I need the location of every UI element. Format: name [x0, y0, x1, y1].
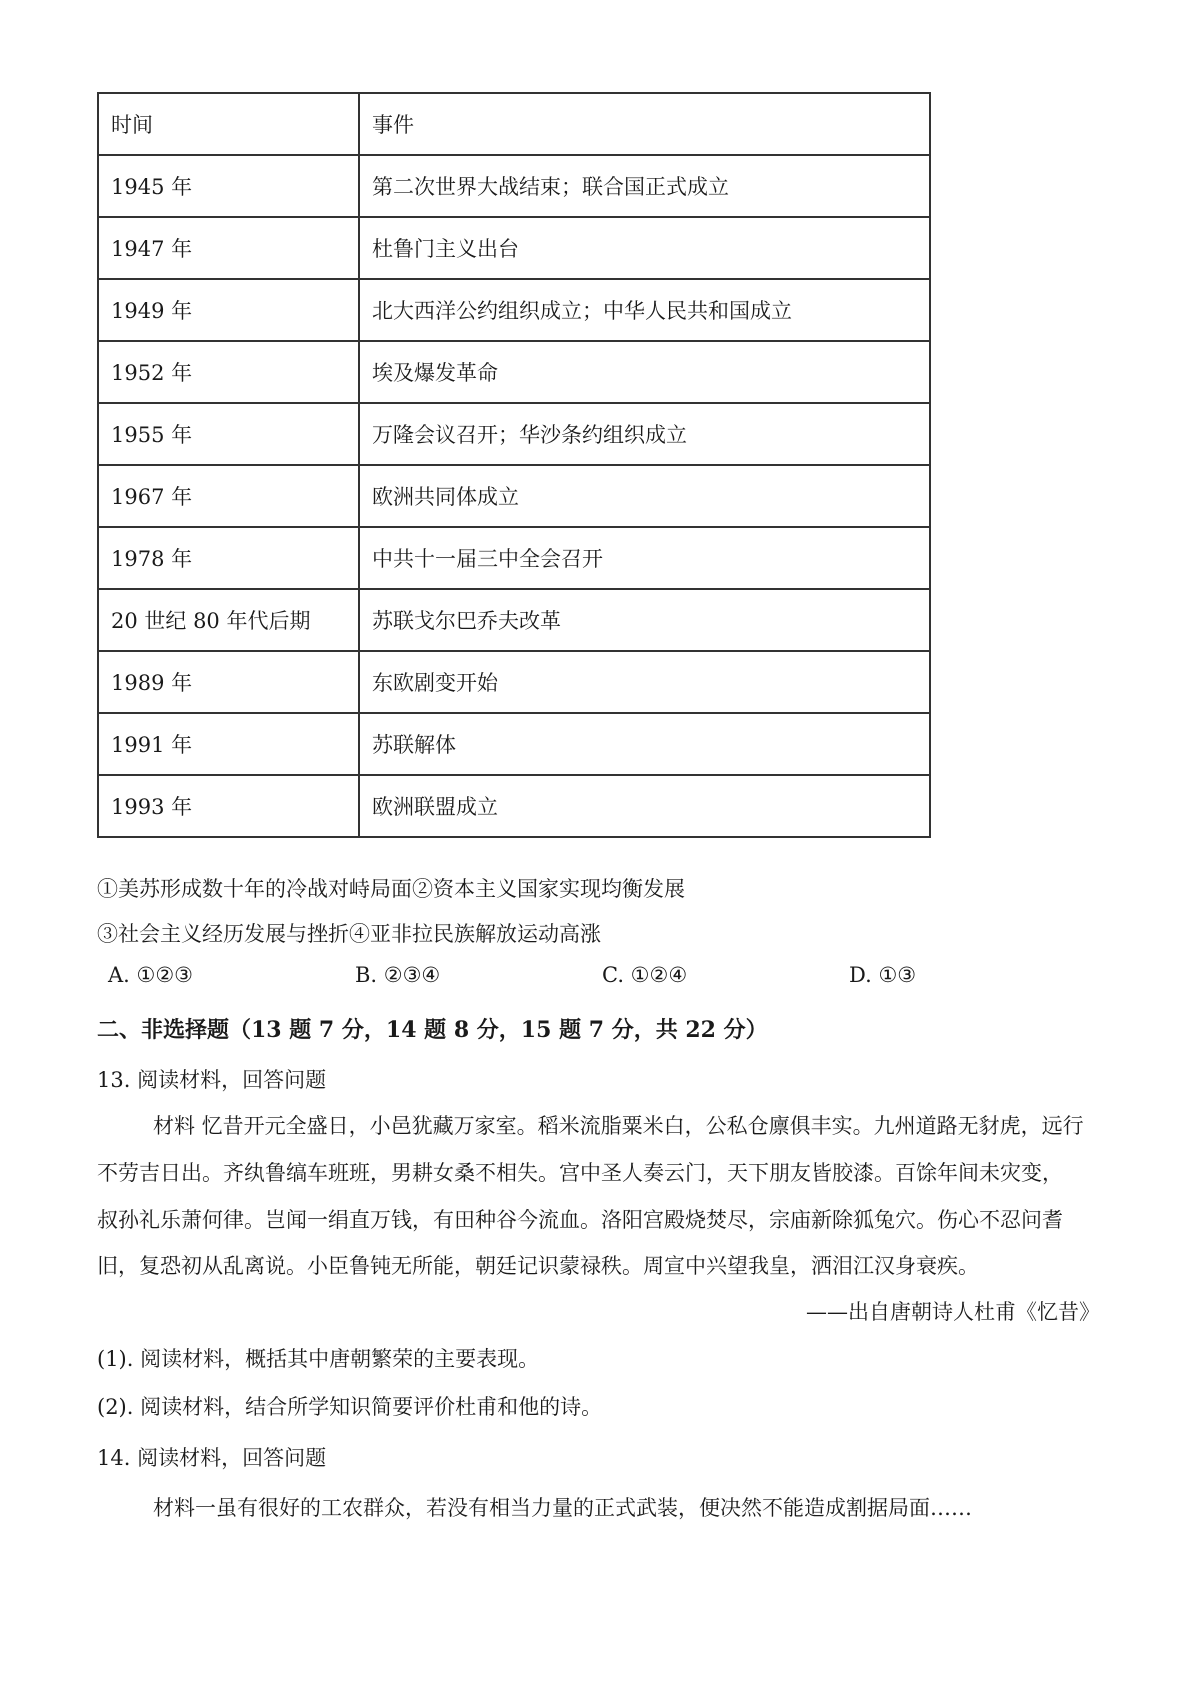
q12-option-d[interactable]: D. ①③ — [849, 963, 917, 987]
history-timeline-table — [97, 92, 931, 838]
table-row — [98, 217, 930, 279]
row-time: 1993 年 — [98, 775, 359, 837]
row-time: 1947 年 — [98, 217, 359, 279]
row-time: 1945 年 — [98, 155, 359, 217]
q13-sub-question-2: (2). 阅读材料，结合所学知识简要评价杜甫和他的诗。 — [97, 1395, 603, 1419]
table-row — [98, 527, 930, 589]
q13-material-line: 叔孙礼乐萧何律。岂闻一绢直万钱，有田种谷今流血。洛阳宫殿烧焚尽，宗庙新除狐兔穴。伤心不忍问耆 — [97, 1208, 1063, 1232]
row-event: 北大西洋公约组织成立；中华人民共和国成立 — [359, 279, 930, 341]
header-time: 时间 — [98, 93, 359, 155]
row-event: 欧洲联盟成立 — [359, 775, 930, 837]
q12-option-c[interactable]: C. ①②④ — [602, 963, 688, 987]
row-time: 1991 年 — [98, 713, 359, 775]
table-row — [98, 651, 930, 713]
section-2-title: 二、非选择题（13 题 7 分，14 题 8 分，15 题 7 分，共 22 分） — [97, 1017, 768, 1043]
table-row — [98, 341, 930, 403]
table-row — [98, 775, 930, 837]
row-time: 1949 年 — [98, 279, 359, 341]
q14-heading: 14. 阅读材料，回答问题 — [97, 1446, 327, 1470]
row-time: 1952 年 — [98, 341, 359, 403]
row-time: 1967 年 — [98, 465, 359, 527]
q13-material-line: 旧，复恐初从乱离说。小臣鲁钝无所能，朝廷记识蒙禄秩。周宣中兴望我皇，洒泪江汉身衰疾。 — [97, 1254, 979, 1278]
row-event: 中共十一届三中全会召开 — [359, 527, 930, 589]
row-event: 第二次世界大战结束；联合国正式成立 — [359, 155, 930, 217]
q13-material-line: 不劳吉日出。齐纨鲁缟车班班，男耕女桑不相失。宫中圣人奏云门，天下朋友皆胶漆。百馀年间未灾变， — [97, 1161, 1063, 1185]
header-event: 事件 — [359, 93, 930, 155]
q12-option-b[interactable]: B. ②③④ — [355, 963, 441, 987]
row-event: 苏联解体 — [359, 713, 930, 775]
q12-option-a[interactable]: A. ①②③ — [108, 963, 193, 987]
table-row — [98, 589, 930, 651]
row-event: 万隆会议召开；华沙条约组织成立 — [359, 403, 930, 465]
q13-heading: 13. 阅读材料，回答问题 — [97, 1068, 327, 1092]
q14-material-1: 材料一虽有很好的工农群众，若没有相当力量的正式武装，便决然不能造成割据局面…… — [153, 1496, 972, 1520]
table-row — [98, 465, 930, 527]
table-row — [98, 155, 930, 217]
row-event: 杜鲁门主义出台 — [359, 217, 930, 279]
row-time: 1955 年 — [98, 403, 359, 465]
row-event: 东欧剧变开始 — [359, 651, 930, 713]
q13-sub-question-1: (1). 阅读材料，概括其中唐朝繁荣的主要表现。 — [97, 1347, 540, 1371]
table-row — [98, 713, 930, 775]
table-header-row — [98, 93, 930, 155]
table-row — [98, 279, 930, 341]
q12-statements-line-2: ③社会主义经历发展与挫折④亚非拉民族解放运动高涨 — [97, 922, 601, 946]
row-time: 1978 年 — [98, 527, 359, 589]
table-row — [98, 403, 930, 465]
row-event: 苏联戈尔巴乔夫改革 — [359, 589, 930, 651]
q13-material-line: 材料 忆昔开元全盛日，小邑犹藏万家室。稻米流脂粟米白，公私仓廪俱丰实。九州道路无豺虎，远行 — [153, 1114, 1084, 1138]
row-event: 埃及爆发革命 — [359, 341, 930, 403]
row-time: 20 世纪 80 年代后期 — [98, 589, 359, 651]
row-event: 欧洲共同体成立 — [359, 465, 930, 527]
q13-source: ——出自唐朝诗人杜甫《忆昔》 — [806, 1300, 1100, 1324]
row-time: 1989 年 — [98, 651, 359, 713]
q12-statements-line-1: ①美苏形成数十年的冷战对峙局面②资本主义国家实现均衡发展 — [97, 877, 685, 901]
